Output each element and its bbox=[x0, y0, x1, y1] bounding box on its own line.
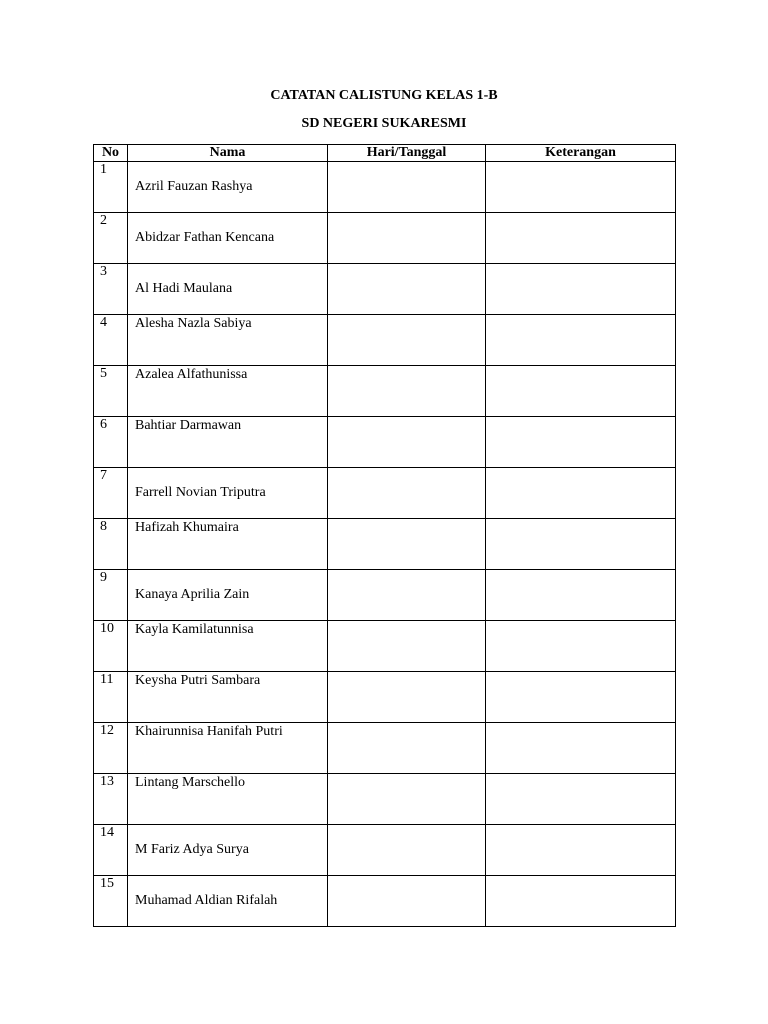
table-row bbox=[94, 213, 676, 264]
row-number-cell bbox=[94, 468, 128, 519]
table-row bbox=[94, 417, 676, 468]
table-row bbox=[94, 519, 676, 570]
table-row bbox=[94, 672, 676, 723]
student-name: Bahtiar Darmawan bbox=[135, 418, 242, 433]
table-row bbox=[94, 315, 676, 366]
student-name: Azril Fauzan Rashya bbox=[135, 179, 253, 194]
table-row bbox=[94, 162, 676, 213]
row-number: 2 bbox=[100, 213, 107, 228]
date-cell bbox=[328, 825, 486, 876]
table-row bbox=[94, 468, 676, 519]
student-name: Azalea Alfathunissa bbox=[135, 367, 248, 382]
row-number: 5 bbox=[100, 366, 107, 381]
row-number: 4 bbox=[100, 315, 107, 330]
student-name: Kayla Kamilatunnisa bbox=[135, 622, 254, 637]
column-header-nama: Nama bbox=[128, 145, 328, 162]
row-number: 1 bbox=[100, 162, 107, 177]
date-cell bbox=[328, 672, 486, 723]
student-name-cell bbox=[128, 774, 328, 825]
row-number: 12 bbox=[100, 723, 114, 738]
note-cell bbox=[486, 876, 676, 927]
student-name: Hafizah Khumaira bbox=[135, 520, 239, 535]
student-name-cell bbox=[128, 825, 328, 876]
student-name-cell bbox=[128, 366, 328, 417]
date-cell bbox=[328, 876, 486, 927]
row-number-cell bbox=[94, 213, 128, 264]
column-header-no: No bbox=[94, 145, 128, 162]
student-name-cell bbox=[128, 468, 328, 519]
date-cell bbox=[328, 417, 486, 468]
note-cell bbox=[486, 162, 676, 213]
row-number: 8 bbox=[100, 519, 107, 534]
row-number-cell bbox=[94, 162, 128, 213]
date-cell bbox=[328, 264, 486, 315]
table-row bbox=[94, 774, 676, 825]
date-cell bbox=[328, 570, 486, 621]
table-row bbox=[94, 570, 676, 621]
student-name-cell bbox=[128, 264, 328, 315]
student-name-cell bbox=[128, 570, 328, 621]
row-number: 3 bbox=[100, 264, 107, 279]
date-cell bbox=[328, 162, 486, 213]
date-cell bbox=[328, 468, 486, 519]
row-number-cell bbox=[94, 621, 128, 672]
note-cell bbox=[486, 213, 676, 264]
note-cell bbox=[486, 825, 676, 876]
date-cell bbox=[328, 213, 486, 264]
note-cell bbox=[486, 519, 676, 570]
student-name: Kanaya Aprilia Zain bbox=[135, 587, 250, 602]
table-row bbox=[94, 264, 676, 315]
row-number: 11 bbox=[100, 672, 114, 687]
student-name: Lintang Marschello bbox=[135, 775, 246, 790]
student-name: Al Hadi Maulana bbox=[135, 281, 233, 296]
student-name-cell bbox=[128, 519, 328, 570]
student-name: Khairunnisa Hanifah Putri bbox=[135, 724, 283, 739]
note-cell bbox=[486, 315, 676, 366]
note-cell bbox=[486, 417, 676, 468]
note-cell bbox=[486, 672, 676, 723]
table-row bbox=[94, 876, 676, 927]
date-cell bbox=[328, 774, 486, 825]
row-number-cell bbox=[94, 264, 128, 315]
column-header-hari-tanggal: Hari/Tanggal bbox=[328, 145, 486, 162]
row-number: 6 bbox=[100, 417, 107, 432]
student-name-cell bbox=[128, 315, 328, 366]
row-number: 15 bbox=[100, 876, 114, 891]
row-number: 10 bbox=[100, 621, 114, 636]
date-cell bbox=[328, 315, 486, 366]
row-number-cell bbox=[94, 825, 128, 876]
table-row bbox=[94, 825, 676, 876]
row-number: 9 bbox=[100, 570, 107, 585]
student-name-cell bbox=[128, 672, 328, 723]
note-cell bbox=[486, 774, 676, 825]
table-row bbox=[94, 366, 676, 417]
note-cell bbox=[486, 468, 676, 519]
student-name: M Fariz Adya Surya bbox=[135, 842, 249, 857]
row-number-cell bbox=[94, 672, 128, 723]
note-cell bbox=[486, 570, 676, 621]
student-name-cell bbox=[128, 621, 328, 672]
student-name: Farrell Novian Triputra bbox=[135, 485, 266, 500]
student-name: Abidzar Fathan Kencana bbox=[135, 230, 275, 245]
student-name: Alesha Nazla Sabiya bbox=[135, 316, 252, 331]
student-name-cell bbox=[128, 162, 328, 213]
student-name-cell bbox=[128, 723, 328, 774]
student-name-cell bbox=[128, 417, 328, 468]
row-number-cell bbox=[94, 315, 128, 366]
row-number: 13 bbox=[100, 774, 114, 789]
row-number-cell bbox=[94, 876, 128, 927]
attendance-table bbox=[93, 144, 676, 927]
student-name: Keysha Putri Sambara bbox=[135, 673, 261, 688]
row-number-cell bbox=[94, 519, 128, 570]
row-number-cell bbox=[94, 366, 128, 417]
date-cell bbox=[328, 723, 486, 774]
row-number-cell bbox=[94, 723, 128, 774]
row-number-cell bbox=[94, 570, 128, 621]
date-cell bbox=[328, 621, 486, 672]
student-name-cell bbox=[128, 876, 328, 927]
table-header-row bbox=[94, 145, 676, 162]
document-title: CATATAN CALISTUNG KELAS 1-B bbox=[270, 88, 498, 103]
row-number-cell bbox=[94, 417, 128, 468]
date-cell bbox=[328, 366, 486, 417]
table-row bbox=[94, 621, 676, 672]
row-number-cell bbox=[94, 774, 128, 825]
note-cell bbox=[486, 264, 676, 315]
table-row bbox=[94, 723, 676, 774]
school-name: SD NEGERI SUKARESMI bbox=[301, 116, 467, 131]
note-cell bbox=[486, 366, 676, 417]
student-name: Muhamad Aldian Rifalah bbox=[135, 893, 278, 908]
date-cell bbox=[328, 519, 486, 570]
row-number: 14 bbox=[100, 825, 114, 840]
row-number: 7 bbox=[100, 468, 107, 483]
note-cell bbox=[486, 621, 676, 672]
note-cell bbox=[486, 723, 676, 774]
column-header-keterangan: Keterangan bbox=[486, 145, 676, 162]
student-name-cell bbox=[128, 213, 328, 264]
